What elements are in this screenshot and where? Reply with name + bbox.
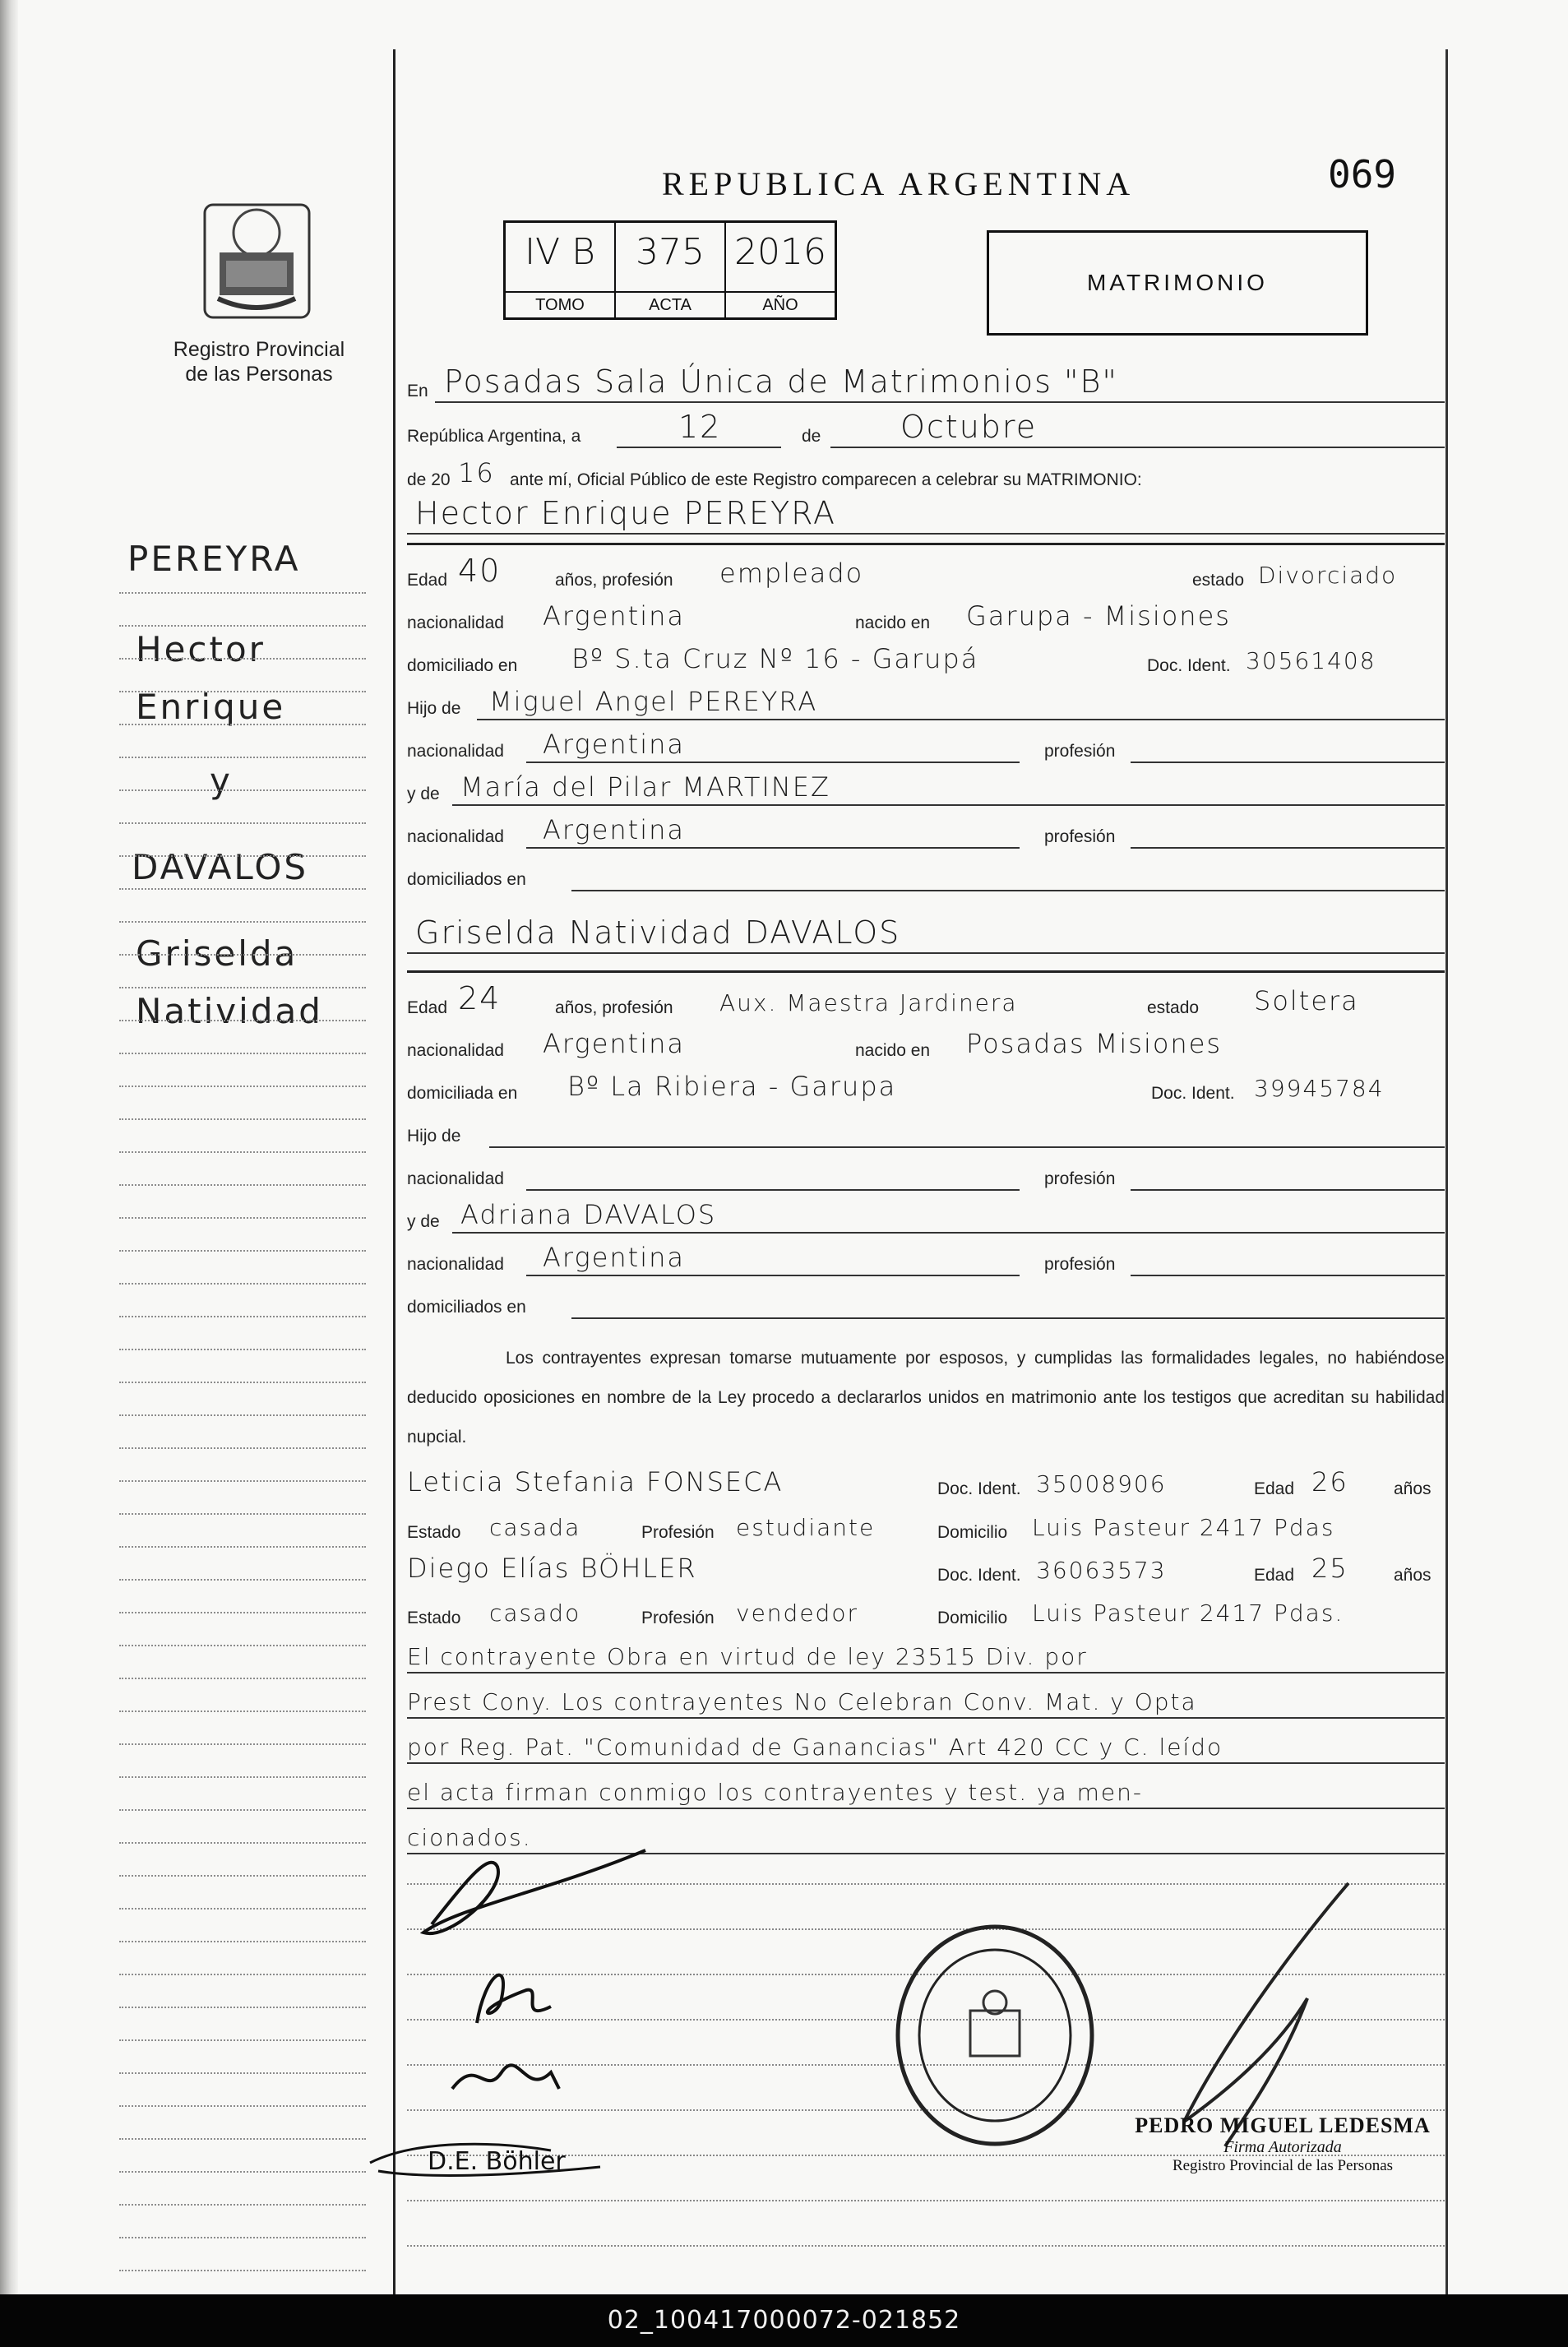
nacionalidad-label: nacionalidad bbox=[407, 742, 504, 761]
witness1-address: Luis Pasteur 2417 Pdas bbox=[1032, 1514, 1335, 1541]
witness1-doc: 35008906 bbox=[1036, 1470, 1167, 1498]
witness1-profesion-label: Profesión bbox=[641, 1523, 715, 1542]
spouse2-profession: Aux. Maestra Jardinera bbox=[719, 989, 1018, 1016]
acta-label: ACTA bbox=[616, 291, 724, 317]
margin-rule-line bbox=[119, 1776, 366, 1778]
day-value: 12 bbox=[678, 409, 722, 445]
y-de-label: y de bbox=[407, 1212, 440, 1231]
spouse2-mother-nat-line bbox=[526, 1275, 1020, 1276]
witness2-details-row bbox=[407, 1589, 1445, 1632]
profesion-label: años, profesión bbox=[555, 571, 673, 590]
margin-rule-line bbox=[119, 1579, 366, 1581]
country-title: REPUBLICA ARGENTINA bbox=[662, 165, 1136, 202]
margin-rule-line bbox=[119, 1020, 366, 1021]
edad-label: Edad bbox=[407, 571, 448, 590]
margin-rule-line bbox=[119, 691, 366, 692]
signature-line bbox=[407, 2200, 1445, 2201]
spouse2-mother-line bbox=[452, 1232, 1445, 1234]
witness2-doc: 36063573 bbox=[1036, 1557, 1167, 1584]
y-de-label: y de bbox=[407, 785, 440, 803]
anio-cell bbox=[726, 223, 835, 317]
margin-rule-line bbox=[119, 2171, 366, 2173]
spouse2-parents-address-row bbox=[407, 1278, 1445, 1321]
doc-label: Doc. Ident. bbox=[1147, 656, 1231, 675]
witness2-name: Diego Elías BÖHLER bbox=[407, 1553, 697, 1584]
witness1-doc-label: Doc. Ident. bbox=[937, 1479, 1021, 1498]
margin-note-given2b: Natividad bbox=[136, 991, 323, 1031]
hijo-de-label: Hijo de bbox=[407, 699, 461, 718]
witness1-row bbox=[407, 1460, 1445, 1502]
margin-rule-line bbox=[119, 921, 366, 923]
provincial-shield-logo bbox=[201, 201, 312, 321]
note-rule-2 bbox=[407, 1717, 1445, 1719]
margin-note-and: y bbox=[210, 761, 233, 801]
witness2-age-label: Edad bbox=[1254, 1566, 1295, 1585]
spouse1-father-row bbox=[407, 679, 1445, 722]
spouse2-nationality: Argentina bbox=[543, 1028, 685, 1059]
mother-nat-line bbox=[526, 847, 1020, 849]
margin-rule-line bbox=[119, 1480, 366, 1482]
margin-rule-line bbox=[119, 1316, 366, 1317]
spouse1-mother-nationality: Argentina bbox=[543, 814, 685, 845]
witness2-profesion-label: Profesión bbox=[641, 1609, 715, 1627]
margin-rule-line bbox=[119, 625, 366, 627]
margin-rule-line bbox=[119, 1678, 366, 1679]
spouse2-father-line bbox=[489, 1146, 1445, 1148]
note-text-2: Prest Cony. Los contrayentes No Celebran Conv. Mat. y Opta bbox=[407, 1688, 1197, 1715]
witness1-age-label: Edad bbox=[1254, 1479, 1295, 1498]
spouse1-father: Miguel Angel PEREYRA bbox=[489, 686, 818, 717]
spouse2-mother-row bbox=[407, 1192, 1445, 1235]
anio-label: AÑO bbox=[726, 291, 835, 317]
margin-rule-line bbox=[119, 1349, 366, 1350]
doc-label: Doc. Ident. bbox=[1151, 1084, 1235, 1103]
tomo-value: IV B bbox=[525, 231, 595, 273]
profesion-label: profesión bbox=[1044, 1255, 1116, 1274]
margin-rule-line bbox=[119, 1250, 366, 1252]
profesion-label: profesión bbox=[1044, 742, 1116, 761]
witness1-civil-status: casada bbox=[489, 1514, 581, 1541]
spouse2-father-row bbox=[407, 1107, 1445, 1150]
acta-value: 375 bbox=[636, 231, 705, 273]
spouse1-profession: empleado bbox=[719, 558, 864, 589]
witness2-anios-label: años bbox=[1394, 1566, 1432, 1585]
margin-rule-line bbox=[119, 987, 366, 988]
margin-rule-line bbox=[119, 1184, 366, 1186]
margin-rule-line bbox=[119, 1546, 366, 1548]
spouse2-father-nat-row bbox=[407, 1150, 1445, 1192]
nacido-label: nacido en bbox=[855, 1041, 931, 1060]
month-value: Octubre bbox=[900, 409, 1038, 445]
footer-image-id: 02_100417000072-021852 bbox=[0, 2294, 1568, 2347]
signature-official bbox=[1135, 1875, 1373, 2155]
mother-line bbox=[452, 804, 1445, 806]
father-prof-line bbox=[1131, 762, 1445, 763]
domiciliados-label: domiciliados en bbox=[407, 870, 526, 889]
official-name: PEDRO MIGUEL LEDESMA bbox=[1135, 2113, 1431, 2137]
registry-name-line1: Registro Provincial bbox=[173, 338, 345, 361]
edad-label: Edad bbox=[407, 998, 448, 1017]
spouse2-separator bbox=[407, 970, 1445, 973]
spouse1-mother-nat-row bbox=[407, 808, 1445, 850]
note-line-3 bbox=[407, 1723, 1445, 1766]
spouse2-name-line bbox=[407, 952, 1445, 954]
signature-line bbox=[407, 2245, 1445, 2247]
witness1-estado-label: Estado bbox=[407, 1523, 461, 1542]
parents-address-line bbox=[571, 890, 1445, 891]
acta-cell bbox=[616, 223, 726, 317]
month-line bbox=[830, 447, 1445, 448]
spouse1-name-row bbox=[407, 493, 1445, 536]
spouse1-nationality-row bbox=[407, 594, 1445, 637]
nacido-label: nacido en bbox=[855, 613, 931, 632]
spouse2-age: 24 bbox=[458, 980, 502, 1016]
spouse2-address: Bº La Ribiera - Garupa bbox=[567, 1071, 897, 1102]
margin-divider bbox=[393, 49, 395, 2294]
note-rule-4 bbox=[407, 1808, 1445, 1809]
note-text-1: El contrayente Obra en virtud de ley 23515 Div. por bbox=[407, 1643, 1088, 1670]
spouse1-nationality: Argentina bbox=[543, 600, 685, 632]
margin-rule-line bbox=[119, 855, 366, 857]
year-suffix: 16 bbox=[458, 457, 495, 488]
margin-rule-line bbox=[119, 2072, 366, 2074]
margin-rule-line bbox=[119, 592, 366, 594]
spouse1-parents-address-row bbox=[407, 850, 1445, 893]
day-line bbox=[617, 447, 781, 448]
margin-rule-line bbox=[119, 2270, 366, 2271]
official-seal bbox=[892, 1920, 1098, 2150]
margin-rule-line bbox=[119, 1283, 366, 1285]
margin-rule-line bbox=[119, 1447, 366, 1449]
spouse1-father-nat-row bbox=[407, 722, 1445, 765]
signature-witness1 bbox=[428, 2039, 592, 2113]
spouse2-father-nat-line bbox=[526, 1189, 1020, 1191]
spouse2-name: Griselda Natividad DAVALOS bbox=[415, 914, 901, 951]
spouse2-mother-nationality: Argentina bbox=[543, 1242, 685, 1273]
spouse2-doc: 39945784 bbox=[1254, 1075, 1385, 1102]
profesion-label: profesión bbox=[1044, 827, 1116, 846]
spouse1-name-line bbox=[407, 533, 1445, 535]
nacionalidad-label: nacionalidad bbox=[407, 613, 504, 632]
spouse1-father-nationality: Argentina bbox=[543, 729, 685, 760]
margin-rule-line bbox=[119, 954, 366, 956]
note-rule-3 bbox=[407, 1762, 1445, 1764]
father-line bbox=[477, 719, 1445, 720]
witness2-civil-status: casado bbox=[489, 1599, 581, 1627]
signature-witness2-mark: D.E. Böhler bbox=[428, 2147, 566, 2176]
margin-rule-line bbox=[119, 757, 366, 758]
spouse2-address-row bbox=[407, 1064, 1445, 1107]
place-row bbox=[407, 362, 1445, 405]
margin-rule-line bbox=[119, 1382, 366, 1383]
witness2-estado-label: Estado bbox=[407, 1609, 461, 1627]
signature-witness2 bbox=[354, 2122, 617, 2196]
place-line bbox=[435, 401, 1445, 403]
spouse1-age-row bbox=[407, 551, 1445, 594]
note-rule-1 bbox=[407, 1672, 1445, 1673]
mother-prof-line bbox=[1131, 847, 1445, 849]
anio-value: 2016 bbox=[734, 231, 826, 273]
official-role: Firma Autorizada bbox=[1223, 2138, 1342, 2156]
document-type-box: MATRIMONIO bbox=[987, 230, 1368, 336]
witness2-domicilio-label: Domicilio bbox=[937, 1609, 1008, 1627]
spouse2-mother-prof-line bbox=[1131, 1275, 1445, 1276]
binding-gutter bbox=[0, 0, 18, 2294]
margin-rule-line bbox=[119, 1414, 366, 1416]
margin-rule-line bbox=[119, 1645, 366, 1646]
margin-rule-line bbox=[119, 1710, 366, 1712]
witness1-age: 26 bbox=[1311, 1466, 1348, 1498]
spouse2-mother-nat-row bbox=[407, 1235, 1445, 1278]
witness1-domicilio-label: Domicilio bbox=[937, 1523, 1008, 1542]
witness2-profession: vendedor bbox=[736, 1599, 858, 1627]
margin-rule-line bbox=[119, 1941, 366, 1942]
witness1-profession: estudiante bbox=[736, 1514, 876, 1541]
spouse2-civil-status: Soltera bbox=[1254, 985, 1359, 1016]
note-line-1 bbox=[407, 1632, 1445, 1675]
nacionalidad-label: nacionalidad bbox=[407, 1255, 504, 1274]
margin-notes bbox=[119, 345, 366, 2294]
witness2-age: 25 bbox=[1311, 1553, 1348, 1584]
registry-name-line2: de las Personas bbox=[185, 363, 333, 386]
estado-label: estado bbox=[1192, 571, 1245, 590]
hijo-de-label: Hijo de bbox=[407, 1127, 461, 1146]
margin-rule-line bbox=[119, 1151, 366, 1153]
de-label: de bbox=[802, 427, 821, 446]
declaration-text: Los contrayentes expresan tomarse mutuamente por esposos, y cumplidas las formalidades legales, no habiéndose deducido oposiciones en nombre de la Ley procedo a declararlos unidos en matrimonio ante los testigos que acreditan su habilidad nupcial. bbox=[407, 1349, 1445, 1447]
spouse2-age-row bbox=[407, 979, 1445, 1021]
margin-note-surname2: DAVALOS bbox=[132, 847, 309, 887]
spouse1-name: Hector Enrique PEREYRA bbox=[415, 495, 837, 531]
en-label: En bbox=[407, 382, 428, 400]
margin-rule-line bbox=[119, 1513, 366, 1515]
margin-note-given1b: Enrique bbox=[136, 687, 286, 727]
statement-text: ante mí, Oficial Público de este Registro comparecen a celebrar su MATRIMONIO: bbox=[510, 470, 1142, 489]
spouse1-doc: 30561408 bbox=[1246, 647, 1376, 674]
signature-spouse2 bbox=[428, 1941, 592, 2039]
spouse1-address-row bbox=[407, 637, 1445, 679]
profesion-label: profesión bbox=[1044, 1169, 1116, 1188]
note-text-4: el acta firman conmigo los contrayentes y test. ya men- bbox=[407, 1779, 1143, 1806]
note-line-2 bbox=[407, 1678, 1445, 1720]
margin-rule-line bbox=[119, 2138, 366, 2140]
witness2-address: Luis Pasteur 2417 Pdas. bbox=[1032, 1599, 1344, 1627]
spouse2-parents-address-line bbox=[571, 1317, 1445, 1319]
witness1-anios-label: años bbox=[1394, 1479, 1432, 1498]
spouse1-mother: María del Pilar MARTINEZ bbox=[460, 771, 830, 803]
spouse1-mother-row bbox=[407, 765, 1445, 808]
nacionalidad-label: nacionalidad bbox=[407, 1041, 504, 1060]
margin-rule-line bbox=[119, 1743, 366, 1745]
father-nat-line bbox=[526, 762, 1020, 763]
tomo-label: TOMO bbox=[506, 291, 614, 317]
year-row bbox=[407, 451, 1445, 493]
margin-rule-line bbox=[119, 1809, 366, 1811]
spouse2-born-in: Posadas Misiones bbox=[966, 1028, 1223, 1059]
year-prefix: de 20 bbox=[407, 470, 451, 489]
margin-rule-line bbox=[119, 1842, 366, 1844]
spouse2-name-row bbox=[407, 913, 1445, 956]
margin-rule-line bbox=[119, 2039, 366, 2041]
witness1-details-row bbox=[407, 1503, 1445, 1546]
domiciliado-label: domiciliado en bbox=[407, 656, 518, 675]
margin-rule-line bbox=[119, 1118, 366, 1120]
tomo-cell bbox=[506, 223, 616, 317]
nacionalidad-label: nacionalidad bbox=[407, 827, 504, 846]
profesion-label: años, profesión bbox=[555, 998, 673, 1017]
margin-rule-line bbox=[119, 724, 366, 725]
domiciliados-label: domiciliados en bbox=[407, 1298, 526, 1317]
spouse2-mother: Adriana DAVALOS bbox=[460, 1199, 717, 1230]
estado-label: estado bbox=[1147, 998, 1200, 1017]
nacionalidad-label: nacionalidad bbox=[407, 1169, 504, 1188]
margin-rule-line bbox=[119, 1875, 366, 1877]
margin-note-surname1: PEREYRA bbox=[127, 539, 301, 579]
republica-label: República Argentina, a bbox=[407, 427, 581, 446]
witness2-doc-label: Doc. Ident. bbox=[937, 1566, 1021, 1585]
margin-rule-line bbox=[119, 789, 366, 791]
witness1-name: Leticia Stefania FONSECA bbox=[407, 1466, 784, 1498]
note-text-5: cionados. bbox=[407, 1824, 532, 1851]
date-row bbox=[407, 407, 1445, 450]
spouse1-civil-status: Divorciado bbox=[1258, 562, 1398, 589]
spouse1-address: Bº S.ta Cruz Nº 16 - Garupá bbox=[571, 643, 979, 674]
spouse2-father-prof-line bbox=[1131, 1189, 1445, 1191]
margin-rule-line bbox=[119, 1053, 366, 1054]
margin-rule-line bbox=[119, 1086, 366, 1087]
spouse1-born-in: Garupa - Misiones bbox=[966, 600, 1231, 632]
margin-rule-line bbox=[119, 2204, 366, 2206]
witness2-row bbox=[407, 1546, 1445, 1589]
margin-rule-line bbox=[119, 2007, 366, 2008]
margin-note-given2: Griselda bbox=[136, 933, 298, 974]
margin-rule-line bbox=[119, 822, 366, 824]
margin-rule-line bbox=[119, 1974, 366, 1975]
record-reference-box bbox=[503, 220, 837, 320]
place-value: Posadas Sala Única de Matrimonios "B" bbox=[444, 363, 1118, 400]
spouse1-age: 40 bbox=[458, 553, 502, 589]
official-office: Registro Provincial de las Personas bbox=[1172, 2157, 1394, 2174]
right-border bbox=[1445, 49, 1448, 2294]
spouse1-separator bbox=[407, 543, 1445, 545]
margin-rule-line bbox=[119, 1612, 366, 1613]
note-text-3: por Reg. Pat. "Comunidad de Ganancias" Art 420 CC y C. leído bbox=[407, 1734, 1223, 1761]
note-line-4 bbox=[407, 1768, 1445, 1811]
domiciliada-label: domiciliada en bbox=[407, 1084, 518, 1103]
folio-number: 069 bbox=[1328, 152, 1397, 197]
margin-rule-line bbox=[119, 1217, 366, 1219]
margin-rule-line bbox=[119, 2237, 366, 2238]
margin-note-given1: Hector bbox=[136, 629, 266, 669]
official-stamp bbox=[1126, 2113, 1439, 2175]
margin-rule-line bbox=[119, 658, 366, 660]
margin-rule-line bbox=[119, 1908, 366, 1910]
margin-rule-line bbox=[119, 2105, 366, 2107]
spouse2-nationality-row bbox=[407, 1021, 1445, 1064]
margin-rule-line bbox=[119, 888, 366, 890]
